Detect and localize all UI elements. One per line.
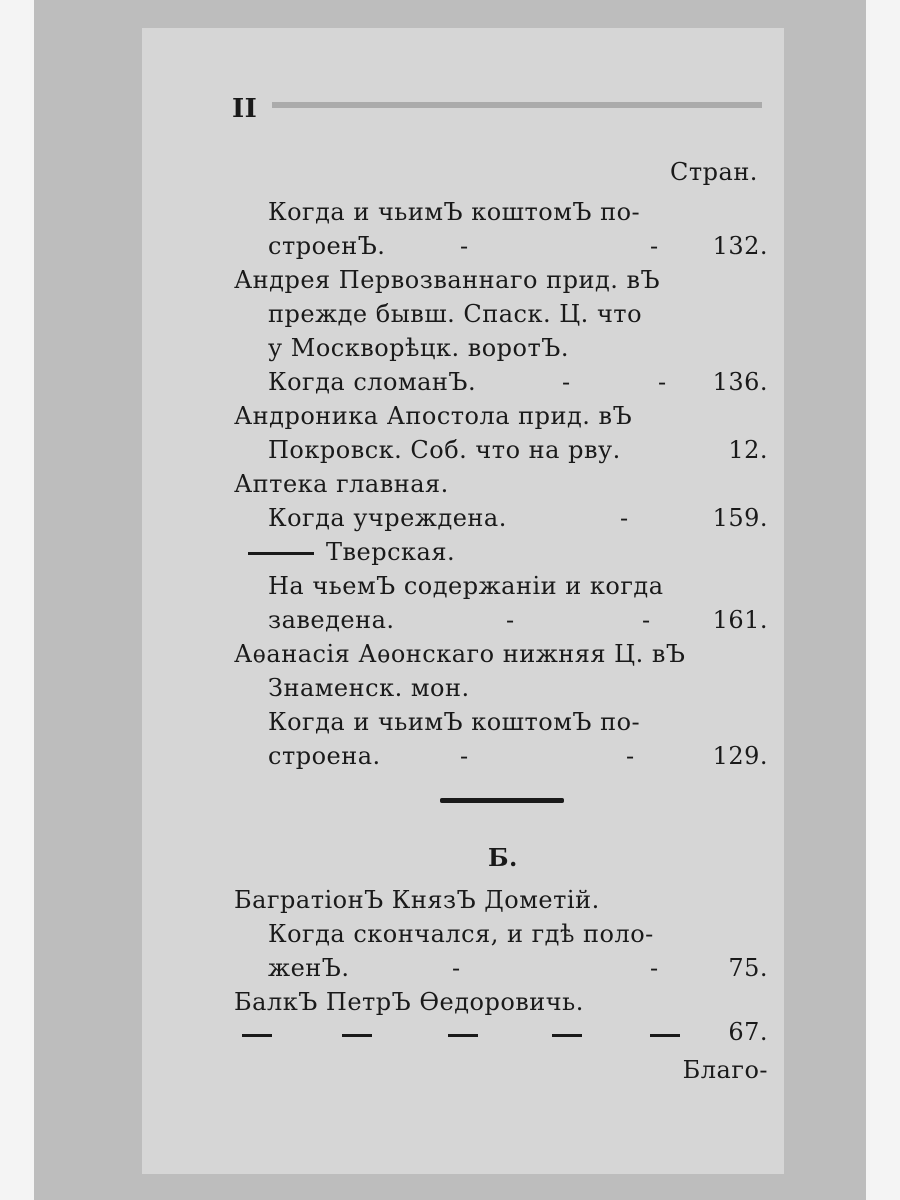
leader-dash: - xyxy=(658,368,667,396)
entry-line: Когда и чьимЪ коштомЪ по- xyxy=(268,708,641,736)
leader-dash: - xyxy=(460,232,469,260)
entry-line: Когда скончался, и гдѣ поло- xyxy=(268,920,654,948)
entry-line: Покровск. Соб. что на рву. xyxy=(268,436,621,464)
entry-line: строена. xyxy=(268,742,381,770)
entry-line: Тверская. xyxy=(326,538,456,566)
page-number: II xyxy=(232,94,258,124)
page-ref: 136. xyxy=(712,368,768,396)
entry-line: Андрея Первозваннаго прид. вЪ xyxy=(234,266,661,294)
leader-dash: - xyxy=(620,504,629,532)
ditto-dash xyxy=(342,1034,372,1037)
entry-line: женЪ. xyxy=(268,954,350,982)
ditto-dash xyxy=(448,1034,478,1037)
ditto-dash xyxy=(650,1034,680,1037)
page-ref: 129. xyxy=(712,742,768,770)
column-header: Стран. xyxy=(670,158,758,186)
entry-line: Когда и чьимЪ коштомЪ по- xyxy=(268,198,641,226)
page-ref: 132. xyxy=(712,232,768,260)
page-ref: 67. xyxy=(728,1018,768,1046)
entry-line: На чьемЪ содержанiи и когда xyxy=(268,572,664,600)
leader-dash: - xyxy=(460,742,469,770)
leader-dash: - xyxy=(562,368,571,396)
leader-dash: - xyxy=(626,742,635,770)
entry-line: Андроника Апостола прид. вЪ xyxy=(234,402,633,430)
leader-dash: - xyxy=(642,606,651,634)
entry-line: заведена. xyxy=(268,606,395,634)
ditto-dash xyxy=(242,1034,272,1037)
leader-dash: - xyxy=(506,606,515,634)
page-ref: 12. xyxy=(728,436,768,464)
page-ref: 161. xyxy=(712,606,768,634)
page-ref: 159. xyxy=(712,504,768,532)
entry-line: Аѳанасiя Аѳонскаго нижняя Ц. вЪ xyxy=(234,640,686,668)
ditto-dash xyxy=(248,552,314,555)
leader-dash: - xyxy=(452,954,461,982)
entry-line: Когда учреждена. xyxy=(268,504,507,532)
section-letter: Б. xyxy=(488,843,518,872)
catchword: Благо- xyxy=(682,1056,768,1084)
entry-line: прежде бывш. Спаск. Ц. что xyxy=(268,300,643,328)
entry-line: Знаменск. мон. xyxy=(268,674,470,702)
ditto-dash xyxy=(552,1034,582,1037)
header-rule xyxy=(272,102,762,108)
page-ref: 75. xyxy=(728,954,768,982)
leader-dash: - xyxy=(650,954,659,982)
entry-line: у Москворѣцк. воротЪ. xyxy=(268,334,569,362)
entry-line: БагратiонЪ КнязЪ Дометiй. xyxy=(234,886,600,914)
section-divider xyxy=(440,798,564,803)
entry-line: Аптека главная. xyxy=(234,470,449,498)
entry-line: БалкЪ ПетрЪ Ѳедоровичь. xyxy=(234,988,584,1016)
leader-dash: - xyxy=(650,232,659,260)
entry-line: строенЪ. xyxy=(268,232,386,260)
book-page xyxy=(142,28,784,1174)
entry-line: Когда сломанЪ. xyxy=(268,368,477,396)
